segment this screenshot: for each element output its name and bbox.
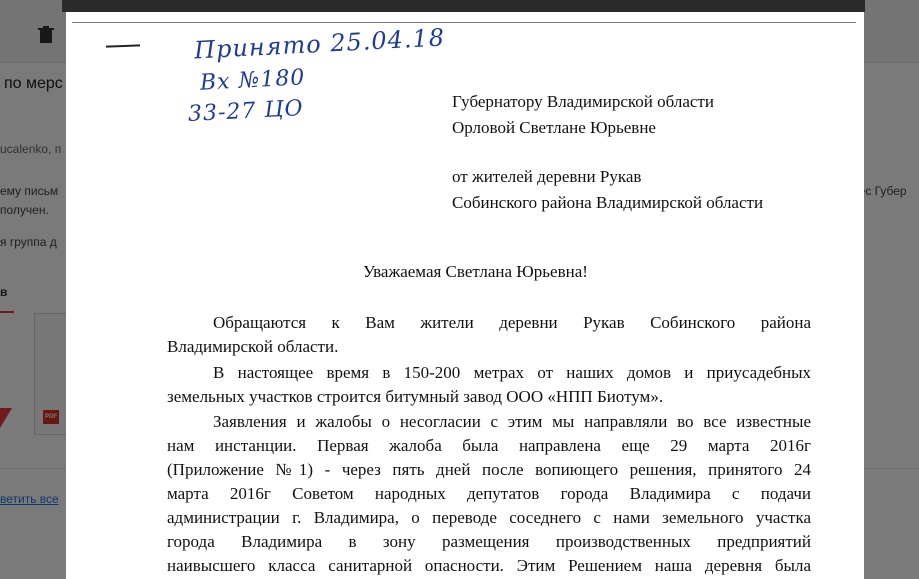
paragraph-line: города Владимира в зону размещения производственных предприятий <box>167 532 811 551</box>
paragraph-line: (Приложение №1) - через пять дней после вопиющего решения, принятого 24 <box>167 460 811 479</box>
sender-line: от жителей деревни Рукав <box>452 167 642 186</box>
paragraph-line: Заявления и жалобы о несогласии с этим мы направляли во все известные <box>213 412 811 431</box>
paragraph-line: земельных участков строится битумный завод ООО «НПП Биотум». <box>167 387 664 406</box>
paragraph-line: марта 2016г Советом народных депутатов города Владимира с подачи <box>167 484 811 503</box>
viewer-top-bar <box>62 0 865 12</box>
handwritten-stamp-line: Принято 25.04.18 <box>193 23 446 65</box>
paragraph-line: Обращаются к Вам жители деревни Рукав Собинского района <box>213 313 811 332</box>
salutation: Уважаемая Светлана Юрьевна! <box>363 262 588 281</box>
sender-line: Собинского района Владимирской области <box>452 193 764 212</box>
scan-header-line <box>72 22 856 23</box>
paragraph-line: Владимирской области. <box>167 337 339 356</box>
handwritten-stamp-line: Вх №180 <box>199 65 306 96</box>
recipient-line: Орловой Светлане Юрьевне <box>452 118 656 137</box>
recipient-line: Губернатору Владимирской области <box>452 92 714 111</box>
handwritten-stamp-line: 33-27 ЦО <box>187 95 305 128</box>
document-page <box>66 12 864 579</box>
paragraph-line: наивысшего класса санитарной опасности. Этим Решением наша деревня была <box>167 556 811 575</box>
paragraph-line: В настоящее время в 150-200 метрах от наших домов и приусадебных <box>213 363 811 382</box>
handwritten-dash <box>106 44 140 47</box>
paragraph-line: нам инстанции. Первая жалоба была направлена еще 29 марта 2016г <box>167 436 811 455</box>
paragraph-line: администрации г. Владимира, о переводе соседнего с нами земельного участка <box>167 508 811 527</box>
